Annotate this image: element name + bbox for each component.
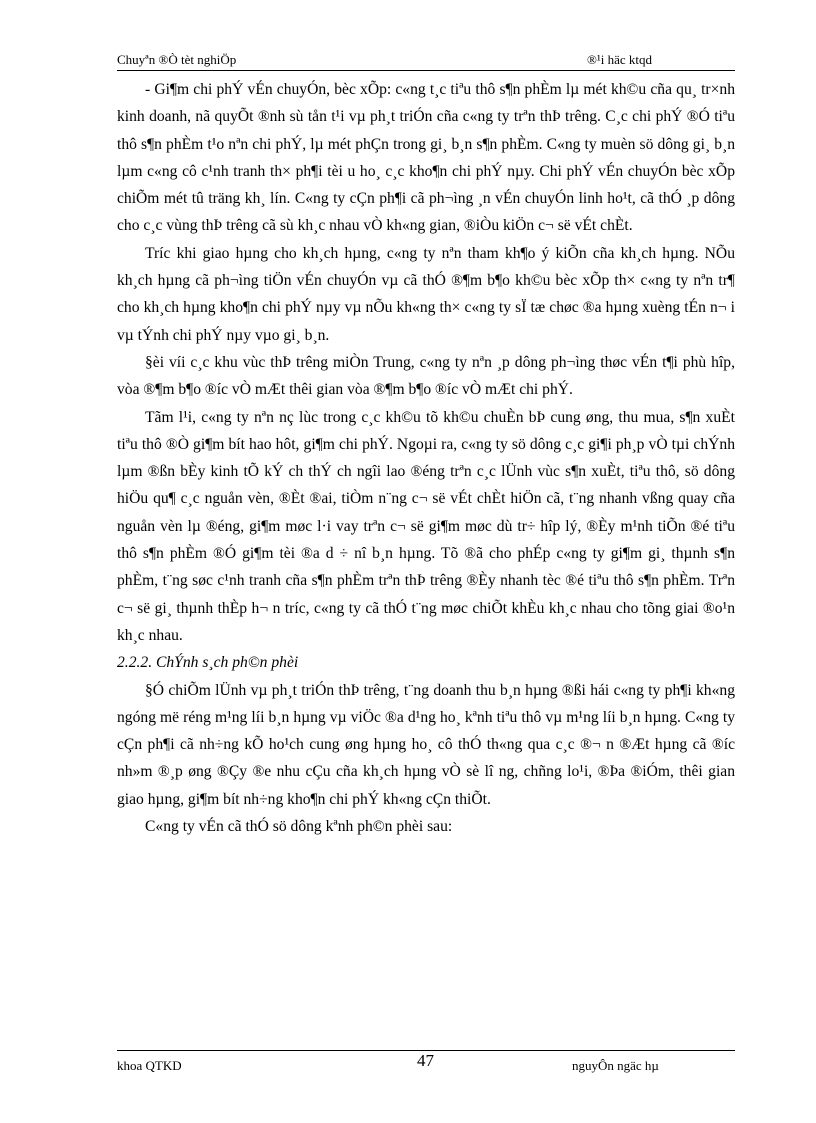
- paragraph: - Gi¶m chi phÝ vÉn chuyÓn, bèc xÕp: c«ng t¸c tiªu thô s¶n phÈm lµ mét kh©u cña qu¸ tr×nh kinh doanh, nã quyÕt ®nh sù tån t¹i vµ ph¸t triÓn cña c«ng ty trªn thÞ trêng. C¸c chi phÝ ®Ó tiªu thô s¶n phÈm t¹o nªn chi phÝ, lµ mét phÇn trong gi¸ b¸n s¶n phÈm. C«ng ty muèn sö dông gi¸ b¸n lµm c«ng cô c¹nh tranh th× ph¶i tèi u ho¸ c¸c kho¶n chi phÝ nµy. Chi phÝ vÉn chuyÓn bèc xÕp chiÕm mét tû träng kh¸ lín. C«ng ty cÇn ph¶i cã ph¬ìng ¸n vÉn chuyÓn linh ho¹t, cã thÓ ¸p dông cho c¸c vùng thÞ trêng cã sù kh¸c nhau vÒ kh«ng gian, ®iÒu kiÖn c¬ së vÉt chÈt.: [117, 81, 735, 235]
- header-university: ®¹i häc ktqd: [587, 52, 653, 67]
- paragraph: C«ng ty vÉn cã thÓ sö dông kªnh ph©n phèi sau:: [145, 818, 453, 836]
- document-body: [117, 76, 735, 840]
- page-header: [117, 50, 735, 71]
- page-footer: [117, 1050, 735, 1075]
- page-number: 47: [417, 1051, 434, 1070]
- paragraph: Tãm l¹i, c«ng ty nªn nç lùc trong c¸c kh©u tõ kh©u chuÈn bÞ cung øng, thu mua, s¶n xuÈt tiªu thô ®Ò gi¶m bít hao hôt, gi¶m chi phÝ. Ngoµi ra, c«ng ty sö dông c¸c gi¶i ph¸p vÒ tµi chÝnh lµm ®ßn bÈy kinh tÕ kÝ ch thÝ ch ngîi lao ®éng trªn c¸c lÜnh vùc s¶n xuÈt, tiªu thô, sö dông hiÖu qu¶ c¸c nguån vèn, ®Èt ®ai, tiÒm n¨ng c¬ së vÉt chÈt hiÖn cã, t¨ng nhanh vßng quay cña nguån vèn lµ ®éng, gi¶m møc l·i vay trªn c¬ së gi¶m møc dù tr÷ hîp lý, ®Èy m¹nh tiÕn ®é tiªu thô s¶n phÈm ®Ó gi¶m tèi ®a d ÷ nî b¸n hµng. Tõ ®ã cho phÉp c«ng ty gi¶m gi¸ thµnh s¶n phÈm, t¨ng søc c¹nh tranh cña s¶n phÈm trªn thÞ trêng ®Èy nhanh tèc ®é tiªu thô s¶n phÈm. Trªn c¬ së gi¸ thµnh thÈp h¬ n tríc, c«ng ty cã thÓ t¨ng møc chiÕt khÈu kh¸c nhau cho tõng giai ®o¹n kh¸c nhau.: [117, 408, 735, 644]
- section-heading: 2.2.2. ChÝnh s¸ch ph©n phèi: [117, 654, 299, 672]
- paragraph: §èi víi c¸c khu vùc thÞ trêng miÒn Trung, c«ng ty nªn ¸p dông ph¬ìng thøc vÉn t¶i phù hîp, vòa ®¶m b¶o ®íc vÒ mÆt thêi gian vòa ®¶m b¶o ®íc vÒ mÆt chi phÝ.: [117, 353, 735, 399]
- footer-author: nguyÔn ngäc hµ: [572, 1058, 659, 1073]
- paragraph: Tríc khi giao hµng cho kh¸ch hµng, c«ng ty nªn tham kh¶o ý kiÕn cña kh¸ch hµng. NÕu kh¸ch hµng cã ph¬ìng tiÖn vÉn chuyÓn vµ cã thÓ ®¶m b¶o kh©u bèc xÕp th× c«ng ty nªn tr¶ cho kh¸ch hµng kho¶n chi phÝ nµy vµ nÕu kh«ng th× c«ng ty sÏ tæ chøc ®a hµng xuèng tÉn n¬ i vµ tÝnh chi phÝ nµy vµo gi¸ b¸n.: [117, 244, 735, 344]
- paragraph: §Ó chiÕm lÜnh vµ ph¸t triÓn thÞ trêng, t¨ng doanh thu b¸n hµng ®ßi hái c«ng ty ph¶i kh«ng ngóng më réng m¹ng líi b¸n hµng vµ viÖc ®a d¹ng ho¸ kªnh tiªu thô vµ m¹ng líi b¸n hµng. C«ng ty cÇn ph¶i cã nh÷ng kÕ ho¹ch cung øng hµng ho¸ cô thÓ th«ng qua c¸c ®¬ n ®Æt hµng cã ®íc nh»m ®¸p øng ®Çy ®e nhu cÇu cña kh¸ch hµng vÒ sè lî ng, chñng lo¹i, ®Þa ®iÓm, thêi gian giao hµng, gi¶m bít nh÷ng kho¶n chi phÝ kh«ng cÇn thiÕt.: [117, 681, 735, 808]
- footer-department: khoa QTKD: [117, 1058, 182, 1073]
- header-title: Chuyªn ®Ò tèt nghiÖp: [117, 52, 237, 67]
